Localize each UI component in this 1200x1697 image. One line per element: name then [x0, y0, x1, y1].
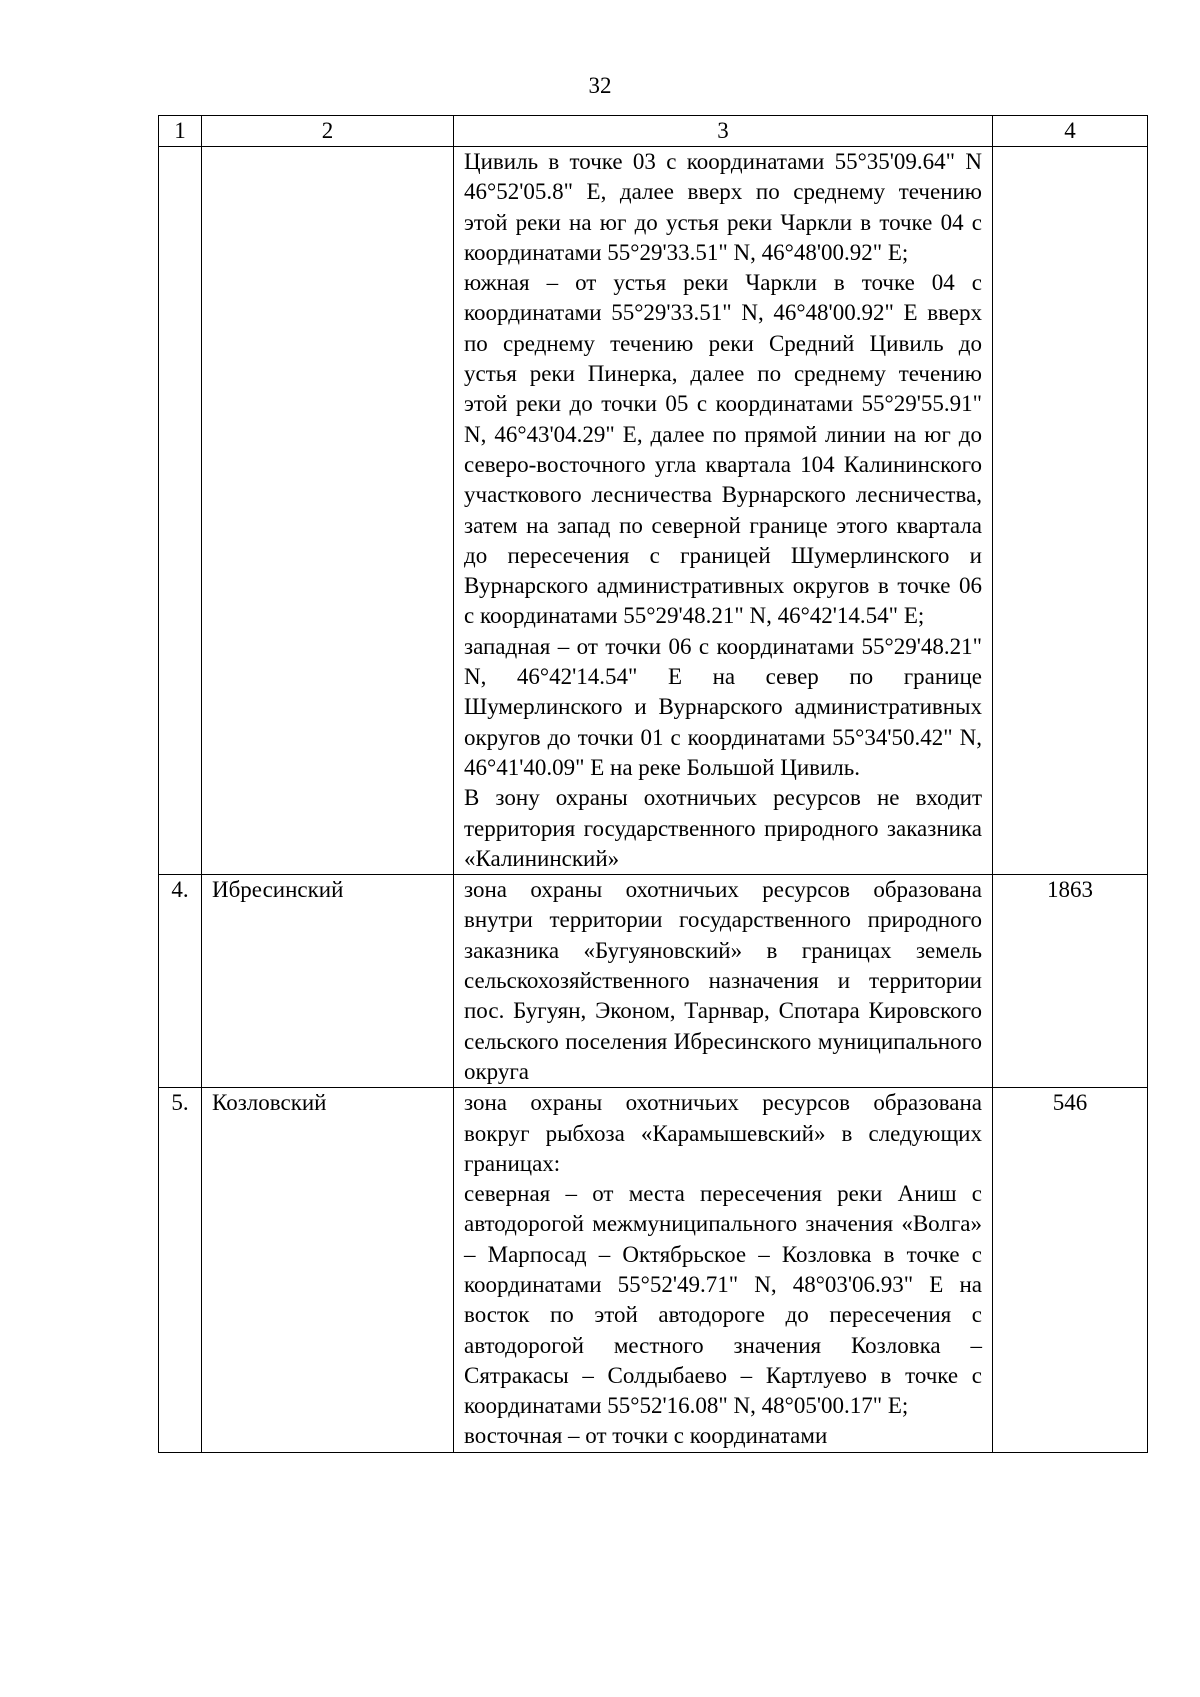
district-name	[202, 147, 454, 875]
header-col-2: 2	[202, 116, 454, 147]
boundary-description	[454, 147, 993, 875]
description-paragraph: зона охраны охотничьих ресурсов образована вокруг рыбхоза «Карамышевский» в следующих границах:	[464, 1090, 982, 1176]
description-paragraph: Цивиль в точке 03 с координатами 55°35'09.64" N 46°52'05.8" E, далее вверх по среднему течению этой реки на юг до устья реки Чаркли в точке 04 с координатами 55°29'33.51" N, 46°48'00.92" E;	[464, 149, 982, 265]
table-header-row	[159, 116, 1148, 147]
description-paragraph: южная – от устья реки Чаркли в точке 04 с координатами 55°29'33.51" N, 46°48'00.92" E вверх по среднему течению реки Средний Цивиль до устья реки Пинерка, далее по среднему течению этой реки до точки 05 с координатами 55°29'55.91" N, 46°43'04.29" E, далее по прямой линии на юг до северо-восточного угла квартала 104 Калининского участкового лесничества Вурнарского лесничества, затем на запад по северной границе этого квартала до пересечения с границей Шумерлинского и Вурнарского административных округов в точке 06 с координатами 55°29'48.21" N, 46°42'14.54" E;	[464, 270, 982, 629]
table-row	[159, 1088, 1148, 1453]
area-value	[993, 147, 1148, 875]
table-row	[159, 147, 1148, 875]
description-paragraph: западная – от точки 06 с координатами 55°29'48.21" N, 46°42'14.54" E на север по границе Шумерлинского и Вурнарского административных округов до точки 01 с координатами 55°34'50.42" N, 46°41'40.09" E на реке Большой Цивиль.	[464, 633, 982, 780]
district-name: Ибресинский	[202, 875, 454, 1088]
description-paragraph: восточная – от точки с координатами	[464, 1423, 828, 1449]
header-col-4: 4	[993, 116, 1148, 147]
row-number: 5.	[159, 1088, 202, 1453]
boundary-description	[454, 875, 993, 1088]
description-paragraph: северная – от места пересечения реки Аниш с автодорогой межмуниципального значения «Волга» – Марпосад – Октябрьское – Козловка в точке с координатами 55°52'49.71" N, 48°03'06.93" E на восток по этой автодороге до пересечения с автодорогой местного значения Козловка – Сятракасы – Солдыбаево – Картлуево в точке с координатами 55°52'16.08" N, 48°05'00.17" E;	[464, 1181, 982, 1419]
row-number	[159, 147, 202, 875]
description-paragraph: В зону охраны охотничьих ресурсов не входит территория государственного природного заказника «Калининский»	[464, 785, 982, 871]
header-col-3: 3	[454, 116, 993, 147]
page-number: 32	[588, 73, 612, 98]
row-number: 4.	[159, 875, 202, 1088]
area-value: 546	[993, 1088, 1148, 1453]
boundaries-table	[158, 115, 1148, 1453]
area-value: 1863	[993, 875, 1148, 1088]
boundary-description	[454, 1088, 993, 1453]
header-col-1: 1	[159, 116, 202, 147]
description-paragraph: зона охраны охотничьих ресурсов образована внутри территории государственного природного заказника «Бугуяновский» в границах земель сельскохозяйственного назначения и территории пос. Бугуян, Эконом, Тарнвар, Спотара Кировского сельского поселения Ибресинского муниципального округа	[464, 877, 982, 1084]
table-row	[159, 875, 1148, 1088]
district-name: Козловский	[202, 1088, 454, 1453]
